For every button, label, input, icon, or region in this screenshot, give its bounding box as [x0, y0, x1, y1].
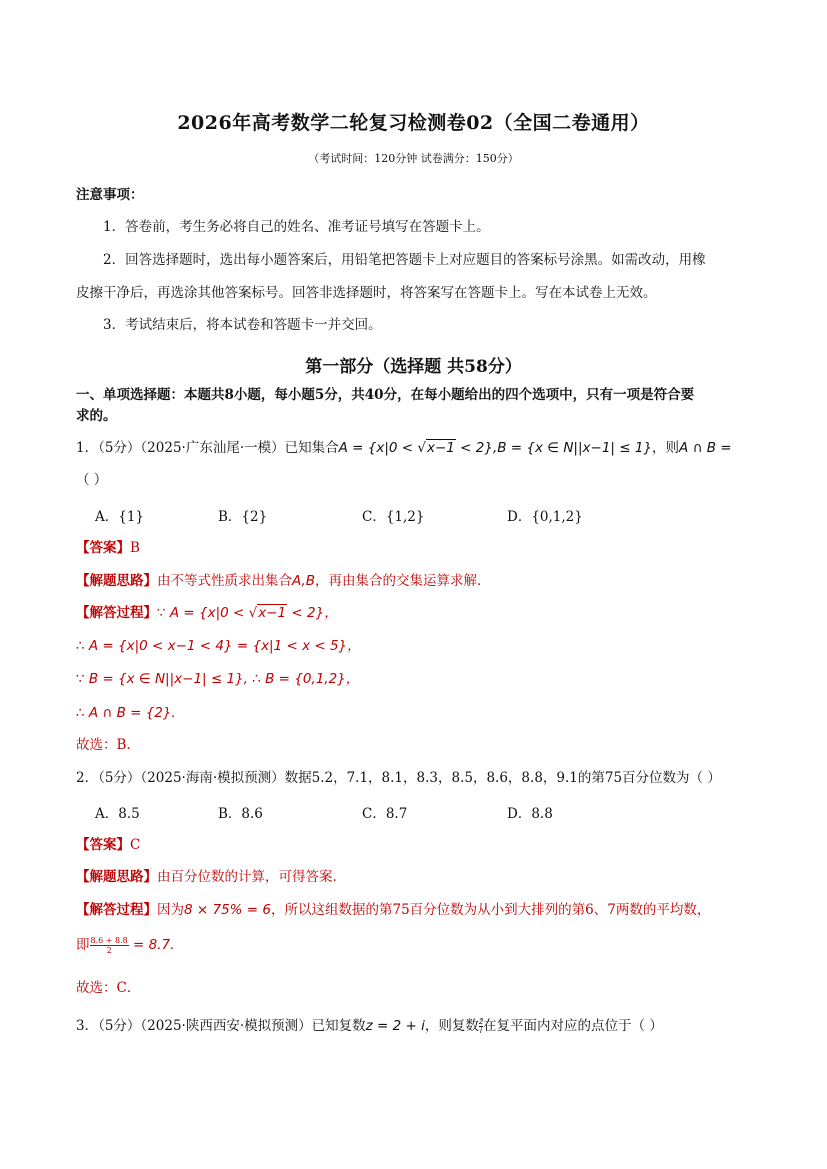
q1-idea [76, 571, 491, 591]
q1-option-c[interactable]: C．{1,2} [362, 509, 425, 525]
section-1-heading: 第一部分（选择题 共58分） [305, 357, 522, 377]
q2-fraction [90, 936, 129, 955]
q1-set-a-post: < 2}, [455, 440, 498, 456]
q2-process-math: 8 × 75% = 6 [184, 902, 271, 918]
sqrt-icon: √ [417, 440, 426, 456]
q3-math: z = 2 + i [365, 1018, 425, 1034]
notice-heading: 注意事项： [76, 187, 144, 203]
q1-answer [76, 538, 140, 558]
q1-step1-pre: ∵ A = {x|0 < [157, 605, 249, 621]
q2-process-post: ，所以这组数据的第75百分位数为从小到大排列的第6、7两数的平均数， [270, 902, 711, 918]
q1-idea-math: A,B [292, 573, 316, 589]
q1-answer-value: B [130, 540, 140, 556]
section-1-intro-line1: 一、单项选择题：本题共8小题，每小题5分，共40分，在每小题给出的四个选项中，只有一项是符合要 [76, 387, 695, 403]
notice-item-2-line1: 2．回答选择题时，选出每小题答案后，用铅笔把答题卡上对应题目的答案标号涂黑。如需改动，用橡 [103, 252, 706, 268]
q3-stem [76, 1016, 663, 1036]
q1-step3: ∵ B = {x ∈ N||x−1| ≤ 1}, ∴ B = {0,1,2}， [76, 671, 360, 687]
q1-step1-radicand: x−1 [258, 605, 287, 621]
q1-prefix: 1．（5分）（2025·广东汕尾·一模）已知集合 [76, 440, 339, 456]
q1-idea-post: ，再由集合的交集运算求解． [315, 573, 491, 589]
q1-mid: ，则 [652, 440, 680, 456]
q2-line2-pre: 即 [76, 937, 90, 953]
q2-fraction-num: 8.6 + 8.8 [90, 936, 128, 945]
q3-fraction-den: i [479, 1026, 483, 1035]
notice-item-2-line2: 皮擦干净后，再选涂其他答案标号。回答非选择题时，将答案写在答题卡上。写在本试卷上无效。 [76, 285, 657, 301]
q1-answer-label: 【答案】 [76, 540, 130, 556]
q1-set-a [339, 439, 498, 456]
q3-prefix: 3．（5分）（2025·陕西西安·模拟预测）已知复数 [76, 1018, 366, 1034]
notice-item-1: 1．答卷前，考生务必将自己的姓名、准考证号填写在答题卡上。 [103, 219, 490, 235]
q2-process [76, 900, 710, 920]
section-1-intro-line2: 求的。 [76, 408, 117, 424]
exam-title: 2026年高考数学二轮复习检测卷02（全国二卷通用） [177, 112, 650, 134]
q1-process [76, 603, 338, 623]
q2-answer-value: C [130, 837, 141, 853]
q2-answer [76, 835, 140, 855]
q3-post: 在复平面内对应的点位于（ ） [483, 1018, 663, 1034]
q2-option-b[interactable]: B．8.6 [218, 806, 263, 822]
q1-step1-post: < 2}， [287, 605, 338, 621]
q2-fraction-den: 2 [106, 946, 112, 955]
q1-expr: A ∩ B = [679, 440, 732, 456]
q2-process-label: 【解答过程】 [76, 902, 157, 918]
q1-option-d[interactable]: D．{0,1,2} [507, 509, 583, 525]
notice-item-3: 3．考试结束后，将本试卷和答题卡一并交回。 [103, 317, 382, 333]
q1-option-a[interactable]: A．{1} [95, 509, 145, 525]
q1-set-b: B = {x ∈ N||x−1| ≤ 1} [497, 440, 653, 456]
q2-idea [76, 867, 337, 887]
q2-conclusion: 故选：C． [76, 980, 141, 996]
q1-conclusion: 故选：B. [76, 737, 131, 753]
q1-option-b[interactable]: B．{2} [218, 509, 268, 525]
q2-option-d[interactable]: D．8.8 [507, 806, 553, 822]
q1-stem [76, 438, 732, 458]
q1-idea-label: 【解题思路】 [76, 573, 157, 589]
q1-step4: ∴ A ∩ B = {2}. [76, 705, 176, 721]
q1-idea-pre: 由不等式性质求出集合 [157, 573, 292, 589]
q2-process-line2 [76, 935, 174, 955]
q3-mid: ，则复数 [424, 1018, 479, 1034]
q2-process-pre: 因为 [157, 902, 184, 918]
q1-set-a-pre: A = {x|0 < [338, 440, 418, 456]
q1-process-label: 【解答过程】 [76, 605, 157, 621]
q2-option-a[interactable]: A．8.5 [95, 806, 140, 822]
exam-subtitle: （考试时间：120分钟 试卷满分：150分） [308, 152, 519, 165]
q2-stem: 2．（5分）（2025·海南·模拟预测）数据5.2，7.1，8.1，8.3，8.5，8.6，8.8，9.1的第75百分位数为（ ） [76, 770, 721, 786]
q2-idea-text: 由百分位数的计算，可得答案. [157, 869, 337, 885]
q1-step1 [157, 604, 338, 621]
sqrt-icon: √ [248, 605, 258, 621]
q1-set-a-radicand: x−1 [426, 440, 455, 456]
q2-answer-label: 【答案】 [76, 837, 130, 853]
q2-idea-label: 【解题思路】 [76, 869, 157, 885]
q1-step2: ∴ A = {x|0 < x−1 < 4} = {x|1 < x < 5}， [76, 638, 361, 654]
q2-line2-post: = 8.7. [128, 937, 175, 953]
q3-fraction-num: z̄ [478, 1017, 484, 1026]
q1-paren: （ ） [76, 472, 108, 488]
q2-option-c[interactable]: C．8.7 [362, 806, 408, 822]
